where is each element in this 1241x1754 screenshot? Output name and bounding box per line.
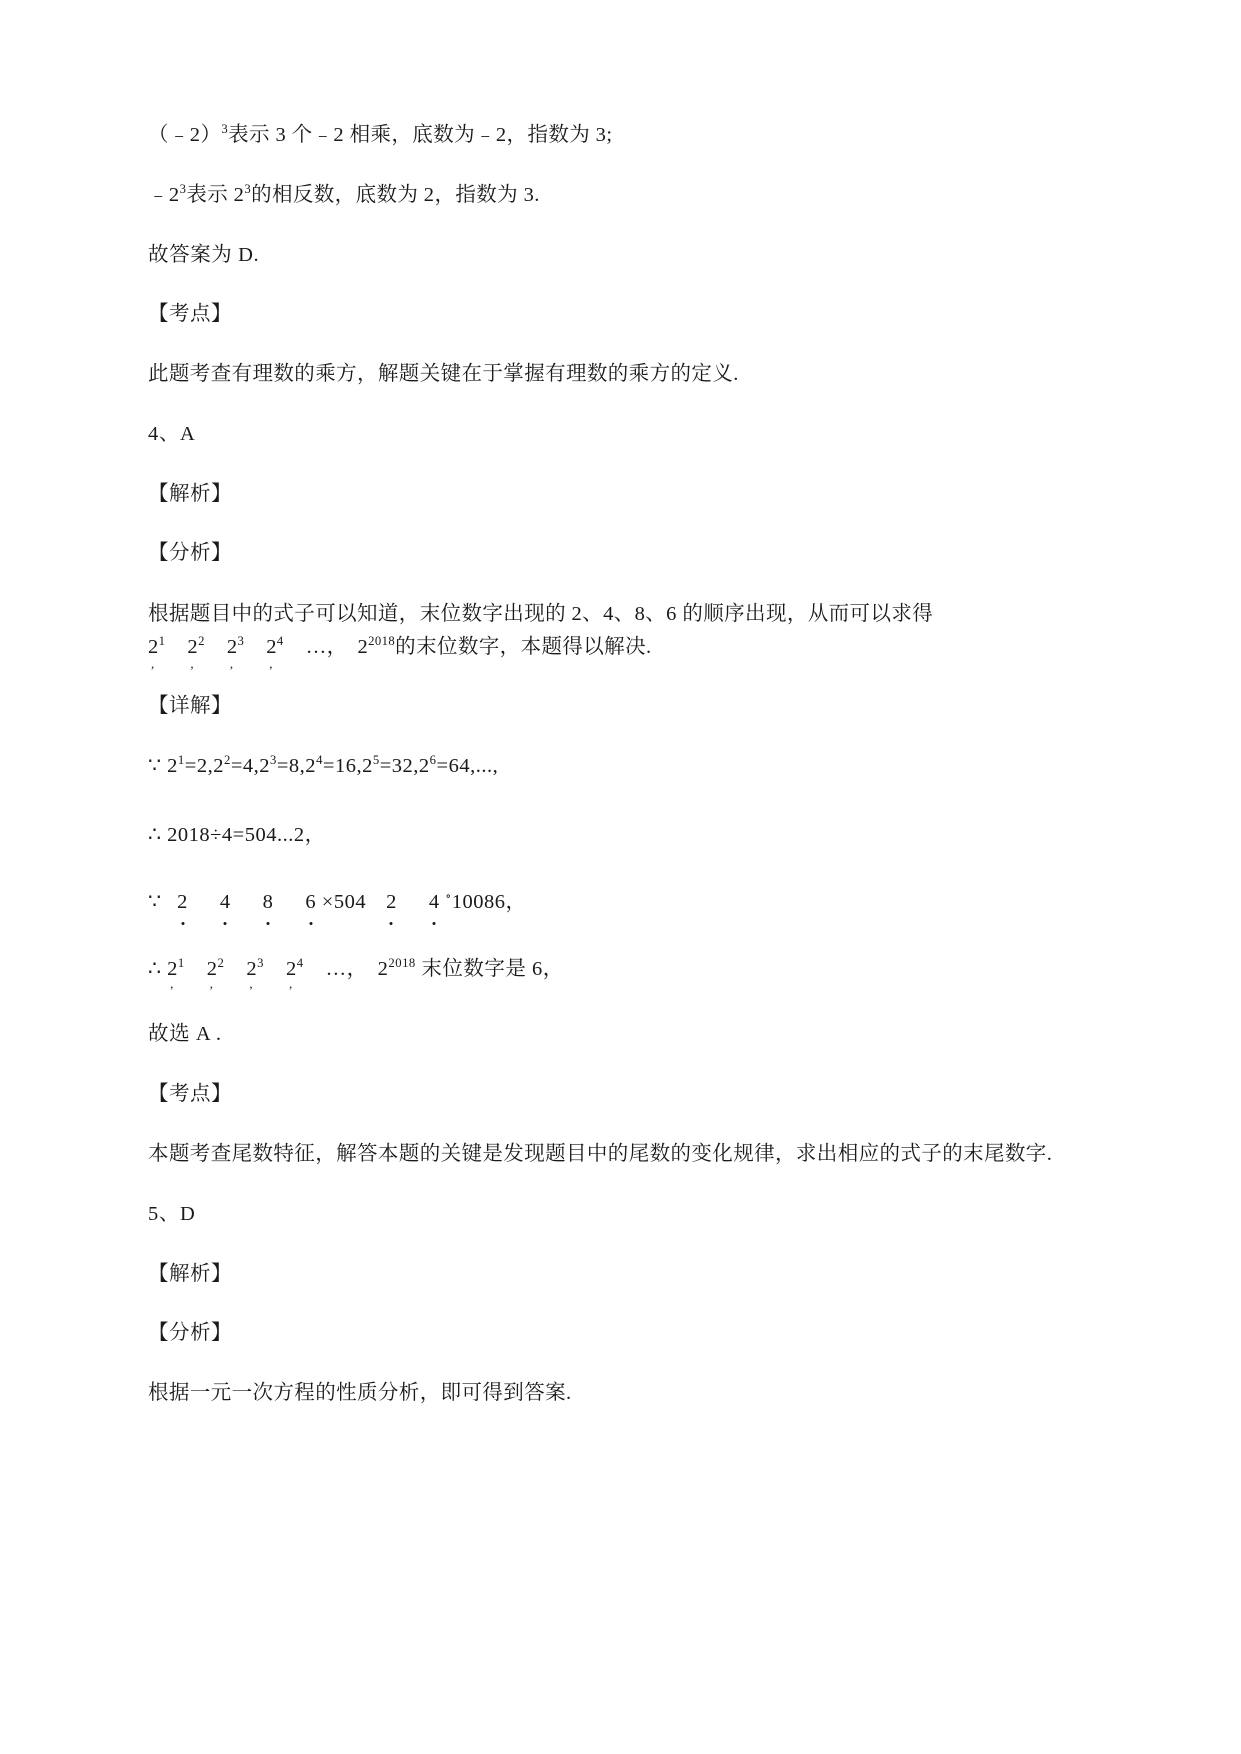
question-5-answer: 5、D — [148, 1202, 196, 1225]
seq-ellipsis: …， — [305, 636, 348, 659]
digit-2b: 2 — [386, 886, 397, 919]
fenxi-body-1 — [148, 598, 1091, 671]
kaodian-body-1: 此题考查有理数的乘方，解题关键在于掌握有理数的乘方的定义. — [148, 363, 739, 386]
concl-tail: 末位数字是 6， — [421, 957, 564, 980]
math-conclusion: ∴ $2^1$ , $2^2$ , $2^3$ , $2^4$ , …， $2^{2018}$ 末位数字是 6， — [148, 953, 1091, 986]
explain-neg2-cubed: （﹣2）$^3$表示 3 个﹣2 相乘，底数为﹣2，指数为 3; — [148, 122, 613, 146]
seq-big-term: $2^{2018}$ — [357, 634, 396, 659]
math-powers: ∵ $2^1=2,2^2=4,2^3=8,2^4=16,2^5=32,2^6=64$,..., — [148, 753, 499, 778]
concl-term-1: $2^1$ , — [167, 955, 185, 992]
digit-6a: 6 — [305, 886, 316, 919]
seq-term-3: $2^3$ , — [226, 634, 245, 671]
seq-term-1: $2^1$ , — [148, 634, 166, 671]
explain-minus-2-cubed: $﹣2^3$表示 $2^3$的相反数，底数为 2，指数为 3. — [148, 181, 540, 206]
concl-term-3: $2^3$ , — [246, 955, 264, 992]
concl-term-4: $2^4$ , — [286, 955, 304, 992]
xiangjie-label-1: 【详解】 — [148, 694, 232, 717]
fenxi-body-2: 根据一元一次方程的性质分析，即可得到答案. — [148, 1382, 572, 1405]
question-4-answer: 4、A — [148, 422, 196, 445]
concl-big-term: $2^{2018}$ — [377, 955, 416, 980]
kaodian-body-2: 本题考查尾数特征，解答本题的关键是发现题目中的尾数的变化规律，求出相应的式子的末尾数字. — [148, 1143, 1053, 1166]
concl-ellipsis: …， — [325, 957, 368, 980]
seq-tail-1: 的末位数字，本题得以解决. — [395, 636, 652, 659]
fenxi-label-1: 【分析】 — [148, 542, 232, 565]
math-sum-line: ∵ 2 4 8 6 ×504 2 4 ∘10086， — [148, 886, 1091, 919]
jiexi-label-1: 【解析】 — [148, 482, 232, 505]
fenxi-body-1-line2 — [148, 631, 1091, 671]
choose-a-line: 故选 A . — [148, 1023, 222, 1046]
document-body — [148, 120, 1091, 1410]
math-division: ∴ 2018÷4=504...2， — [148, 824, 326, 847]
concl-term-2: $2^2$ , — [206, 955, 225, 992]
digit-4b: 4 — [429, 886, 440, 919]
kaodian-label-1: 【考点】 — [148, 303, 232, 326]
fenxi-label-2: 【分析】 — [148, 1322, 232, 1345]
fenxi-body-1-line1: 根据题目中的式子可以知道，末位数字出现的 2、4、8、6 的顺序出现，从而可以求得 — [148, 603, 934, 626]
kaodian-label-2: 【考点】 — [148, 1083, 232, 1106]
answer-d-line: 故答案为 D. — [148, 243, 260, 266]
digit-4a: 4 — [220, 886, 231, 919]
seq-term-4: $2^4$ , — [266, 634, 284, 671]
jiexi-label-2: 【解析】 — [148, 1262, 232, 1285]
seq-term-2: $2^2$ , — [187, 634, 205, 671]
digit-8a: 8 — [263, 886, 274, 919]
digit-2a: 2 — [177, 886, 188, 919]
